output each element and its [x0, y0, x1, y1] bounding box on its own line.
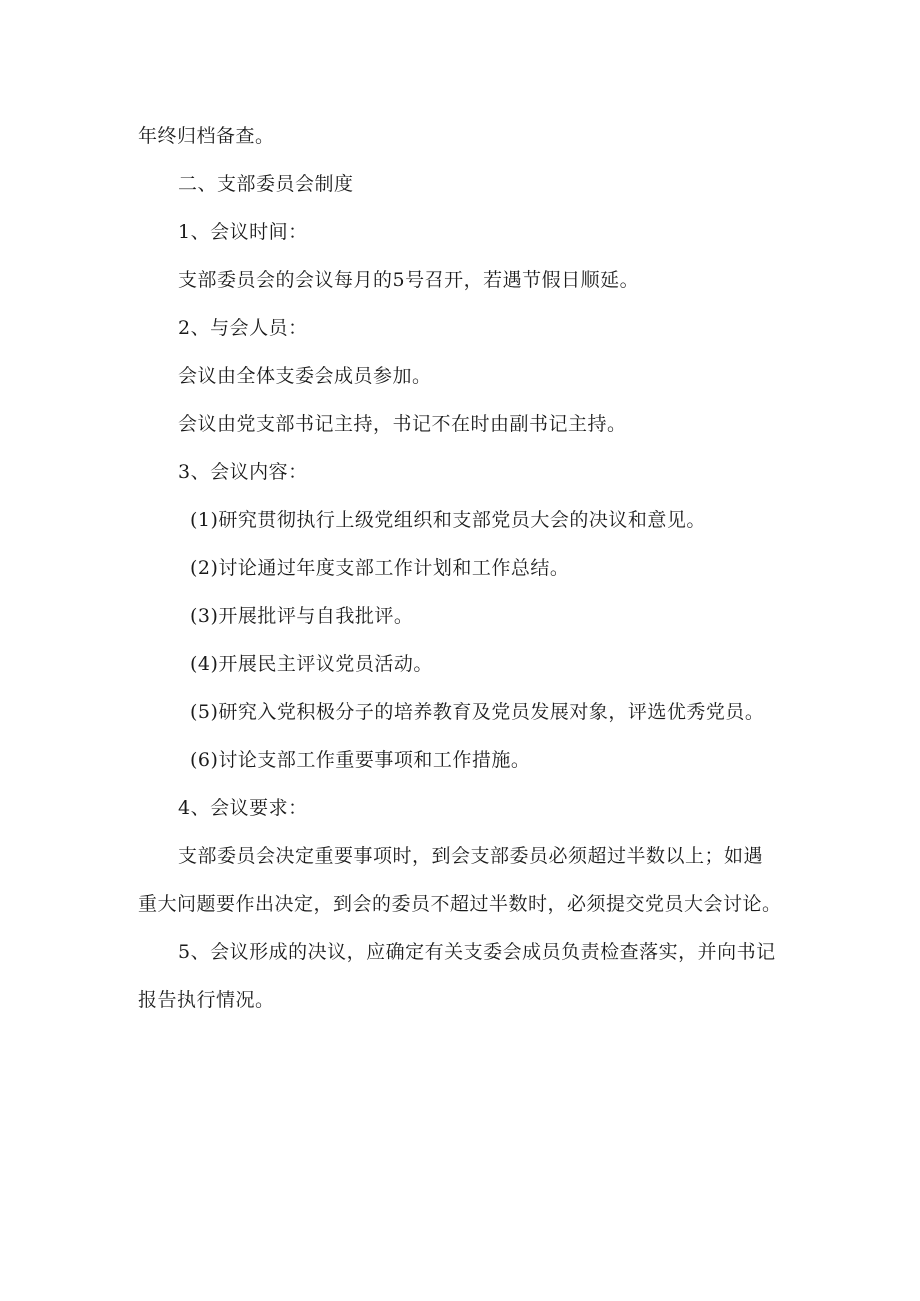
subheading-meeting-requirements: 4、会议要求： [178, 797, 308, 819]
list-item-content-6: (6)讨论支部工作重要事项和工作措施。 [190, 749, 531, 771]
paragraph-attendees-2: 会议由党支部书记主持，书记不在时由副书记主持。 [178, 413, 627, 435]
paragraph-requirements-line-2: 重大问题要作出决定，到会的委员不超过半数时，必须提交党员大会讨论。 [138, 893, 782, 915]
list-item-content-5: (5)研究入党积极分子的培养教育及党员发展对象，评选优秀党员。 [190, 701, 765, 723]
paragraph-resolution-line-2: 报告执行情况。 [138, 989, 275, 1011]
subheading-meeting-time: 1、会议时间： [178, 221, 308, 243]
paragraph-requirements-line-1: 支部委员会决定重要事项时，到会支部委员必须超过半数以上；如遇 [178, 845, 764, 867]
paragraph-resolution-line-1: 5、会议形成的决议，应确定有关支委会成员负责检查落实，并向书记 [178, 941, 776, 963]
list-item-content-1: (1)研究贯彻执行上级党组织和支部党员大会的决议和意见。 [190, 509, 706, 531]
list-item-content-2: (2)讨论通过年度支部工作计划和工作总结。 [190, 557, 570, 579]
paragraph-meeting-time: 支部委员会的会议每月的5号召开，若遇节假日顺延。 [178, 269, 640, 291]
list-item-content-3: (3)开展批评与自我批评。 [190, 605, 414, 627]
text-line-continuation: 年终归档备查。 [138, 125, 275, 147]
paragraph-attendees-1: 会议由全体支委会成员参加。 [178, 365, 432, 387]
subheading-attendees: 2、与会人员： [178, 317, 308, 339]
list-item-content-4: (4)开展民主评议党员活动。 [190, 653, 433, 675]
subheading-meeting-content: 3、会议内容： [178, 461, 308, 483]
section-heading: 二、支部委员会制度 [178, 173, 354, 195]
